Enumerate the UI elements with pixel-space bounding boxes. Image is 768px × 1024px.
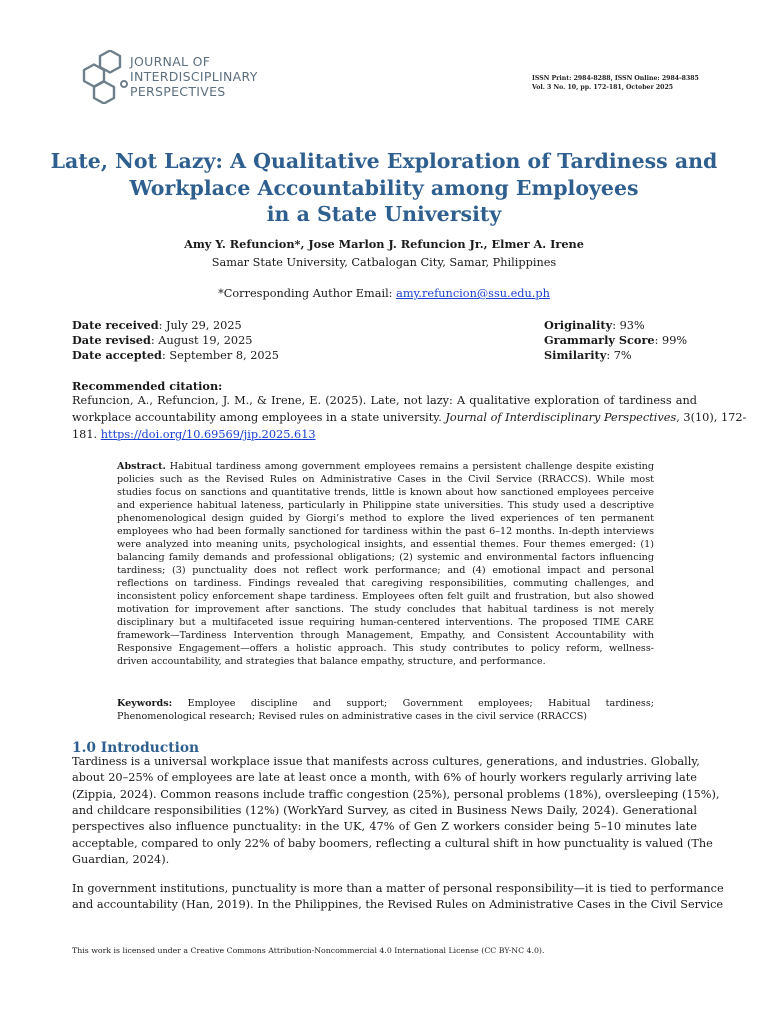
date-received: [72, 318, 279, 333]
date-label: Date accepted: [72, 348, 162, 362]
citation-text: , 3(10), 172-: [676, 411, 747, 424]
date-accepted: [72, 348, 279, 363]
abstract-line: reflections on tardiness. Findings revealed that caregiving responsibilities, commuting challenges, and: [117, 578, 654, 589]
date-value: : August 19, 2025: [150, 334, 253, 347]
citation-line: Refuncion, A., Refuncion, J. M., & Irene, E. (2025). Late, not lazy: A qualitative exploration of tardiness and: [72, 394, 697, 407]
date-value: : September 8, 2025: [161, 349, 279, 362]
abstract-line: phenomenological design guided by Giorgi’s method to explore the lived experiences of ten permanent: [117, 513, 654, 524]
abstract-line: [117, 461, 654, 472]
abstract-line: balancing family demands and professional obligations; (2) systemic and environmental factors influencing: [117, 552, 654, 563]
metric-label: Similarity: [544, 348, 607, 362]
intro-line: Guardian, 2024).: [72, 852, 170, 866]
keywords-text: Employee discipline and support; Government employees; Habitual tardiness;: [172, 698, 654, 709]
title-line: Workplace Accountability among Employees: [129, 175, 639, 200]
metric-value: : 99%: [654, 334, 688, 347]
metric-originality: [544, 318, 687, 333]
metric-label: Grammarly Score: [544, 333, 655, 347]
citation-line: [72, 428, 697, 441]
article-title: [40, 148, 728, 228]
abstract-line: inconsistent policy enforcement shape tardiness. Employees often felt guilt and frustration, but also showed: [117, 591, 654, 602]
date-revised: [72, 333, 279, 348]
abstract-line: motivation for improvement after sanctions. The study concludes that habitual tardiness is not merely: [117, 604, 654, 615]
intro-line: In government institutions, punctuality is more than a matter of personal responsibility—it is tied to performance: [72, 882, 724, 895]
intro-line: (Zippia, 2024). Common reasons include traffic congestion (25%), personal problems (18%), oversleeping (15%),: [72, 787, 720, 801]
corr-label: *Corresponding Author Email:: [218, 287, 397, 300]
abstract-line: were analyzed into meaning units, psychological insights, and essential themes. Four themes emerged: (1): [117, 539, 654, 550]
abstract-line: and experience habitual lateness, particularly in Philippine state universities. This study used a descriptive: [117, 500, 654, 511]
keywords-label: Keywords:: [117, 698, 173, 709]
issn-info: [532, 74, 699, 92]
citation-journal: Journal of Interdisciplinary Perspectives: [445, 411, 677, 424]
metric-value: : 7%: [606, 349, 632, 362]
citation-line: [72, 411, 747, 424]
citation-heading: Recommended citation:: [72, 379, 223, 393]
journal-name: [130, 54, 258, 99]
abstract-line: framework—Tardiness Intervention through Management, Empathy, and Consistent Accountability with: [117, 630, 654, 641]
metrics-block: [544, 318, 687, 363]
intro-line: perspectives also influence punctuality: in the UK, 47% of Gen Z workers consider being 5–10 minutes late: [72, 820, 697, 834]
section-heading: 1.0 Introduction: [72, 740, 200, 756]
license-footer: This work is licensed under a Creative Commons Attribution-Noncommercial 4.0 International License (CC BY-NC 4.0).: [72, 946, 545, 955]
title-line: Late, Not Lazy: A Qualitative Exploration of Tardiness and: [50, 149, 718, 173]
metric-label: Originality: [544, 318, 613, 332]
abstract-line: disciplinary but a multifaceted issue requiring human-centered interventions. The proposed TIME CARE: [117, 617, 654, 628]
corr-email-link[interactable]: amy.refuncion@ssu.edu.ph: [396, 287, 550, 300]
dates-block: [72, 318, 279, 363]
abstract-line: tardiness; (3) punctuality does not reflect work performance; and (4) emotional impact and personal: [117, 565, 654, 576]
citation-text: workplace accountability among employees in a state university.: [72, 411, 446, 424]
journal-name-line: PERSPECTIVES: [130, 84, 226, 99]
abstract-label: Abstract.: [117, 461, 166, 472]
keywords-line: [117, 698, 654, 709]
abstract-line: driven accountability, and strategies that balance empathy, structure, and performance.: [117, 656, 546, 667]
abstract-line: employees who had been formally sanctioned for tardiness within the past 6–12 months. In-depth interviews: [117, 526, 654, 537]
intro-line: acceptable, compared to only 22% of baby boomers, reflecting a cultural shift in how punctuality is valued (The: [72, 836, 713, 850]
metric-grammarly: [544, 333, 687, 348]
abstract-line: policies such as the Revised Rules on Administrative Cases in the Civil Service (RRACCS). While most: [117, 474, 654, 485]
abstract-line: Responsive Engagement—offers a holistic approach. This study contributes to policy reform, wellness-: [117, 643, 654, 654]
abstract-line: studies focus on sanctions and quantitative trends, little is known about how sanctioned employees perceive: [117, 487, 654, 498]
volume-line: Vol. 3 No. 10, pp. 172-181, October 2025: [532, 84, 674, 91]
affiliation: Samar State University, Catbalogan City, Samar, Philippines: [211, 256, 557, 269]
journal-logo-icon: [78, 50, 130, 104]
metric-value: : 93%: [612, 319, 645, 332]
citation-text: 181.: [72, 428, 101, 441]
authors: Amy Y. Refuncion*, Jose Marlon J. Refuncion Jr., Elmer A. Irene: [184, 237, 584, 251]
issn-line: ISSN Print: 2984-8288, ISSN Online: 2984-8385: [532, 75, 699, 82]
intro-line: and accountability (Han, 2019). In the Philippines, the Revised Rules on Administrative Cases in the Civil Service: [72, 898, 724, 912]
title-line: in a State University: [266, 202, 502, 226]
keywords-line: Phenomenological research; Revised rules on administrative cases in the civil service (RRACCS): [117, 711, 588, 722]
journal-name-line: JOURNAL OF: [130, 54, 211, 69]
date-label: Date revised: [72, 333, 151, 347]
doi-link[interactable]: https://doi.org/10.69569/jip.2025.613: [100, 428, 316, 441]
intro-line: Tardiness is a universal workplace issue that manifests across cultures, generations, and industries. Globally,: [72, 755, 700, 768]
intro-line: and childcare responsibilities (12%) (WorkYard Survey, as cited in Business News Daily, 2024). Generational: [72, 803, 697, 817]
abstract-text: Habitual tardiness among government employees remains a persistent challenge despite existing: [165, 461, 654, 472]
metric-similarity: [544, 348, 687, 363]
corresponding-author: [40, 287, 728, 300]
journal-name-line: INTERDISCIPLINARY: [130, 69, 258, 84]
intro-line: about 20–25% of employees are late at least once a month, with 6% of hourly workers regularly arriving late: [72, 771, 697, 785]
date-value: : July 29, 2025: [158, 319, 242, 332]
date-label: Date received: [72, 318, 159, 332]
